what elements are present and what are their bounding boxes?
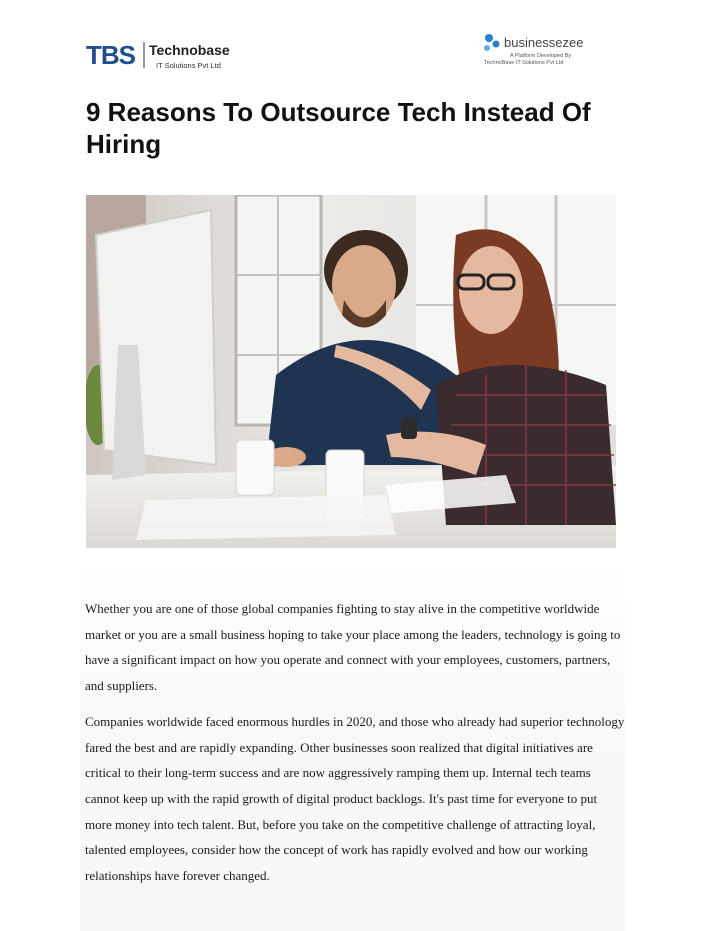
technobase-logo [86, 38, 246, 72]
paragraph-1: Whether you are one of those global companies fighting to stay alive in the competitive worldwide market or you are a small business hoping to take your place among the leaders, technology is going to have a significant impact on how you operate and connect with your employees, customers, partners, and suppliers. [85, 601, 621, 694]
businessezee-icon [484, 34, 500, 51]
businessezee-tagline-1: A Platform Developed By [510, 53, 572, 59]
businessezee-logo [482, 30, 602, 70]
businessezee-wordmark: businessezee [504, 35, 584, 50]
article-body [85, 596, 625, 899]
technobase-tagline: IT Solutions Pvt Ltd [156, 61, 221, 70]
businessezee-tagline-2: TechnoBase IT Solutions Pvt Ltd [484, 60, 564, 66]
technobase-wordmark: Technobase [149, 42, 230, 58]
hero-image [86, 195, 616, 548]
paragraph-2: Companies worldwide faced enormous hurdles in 2020, and those who already had superior technology fared the best and are rapidly expanding. Other businesses soon realized that digital initiatives are critical to their long-term success and are now aggressively ramping them up. Internal tech teams cannot keep up with the rapid growth of digital product backlogs. It's past time for everyone to put more money into tech talent. But, before you take on the competitive challenge of attracting loyal, talented employees, consider how the concept of work has rapidly evolved and how our working relationships have forever changed. [85, 713, 625, 884]
article-title: 9 Reasons To Outsource Tech Instead Of Hiring [86, 97, 591, 159]
tbs-mark: TBS [86, 40, 135, 70]
